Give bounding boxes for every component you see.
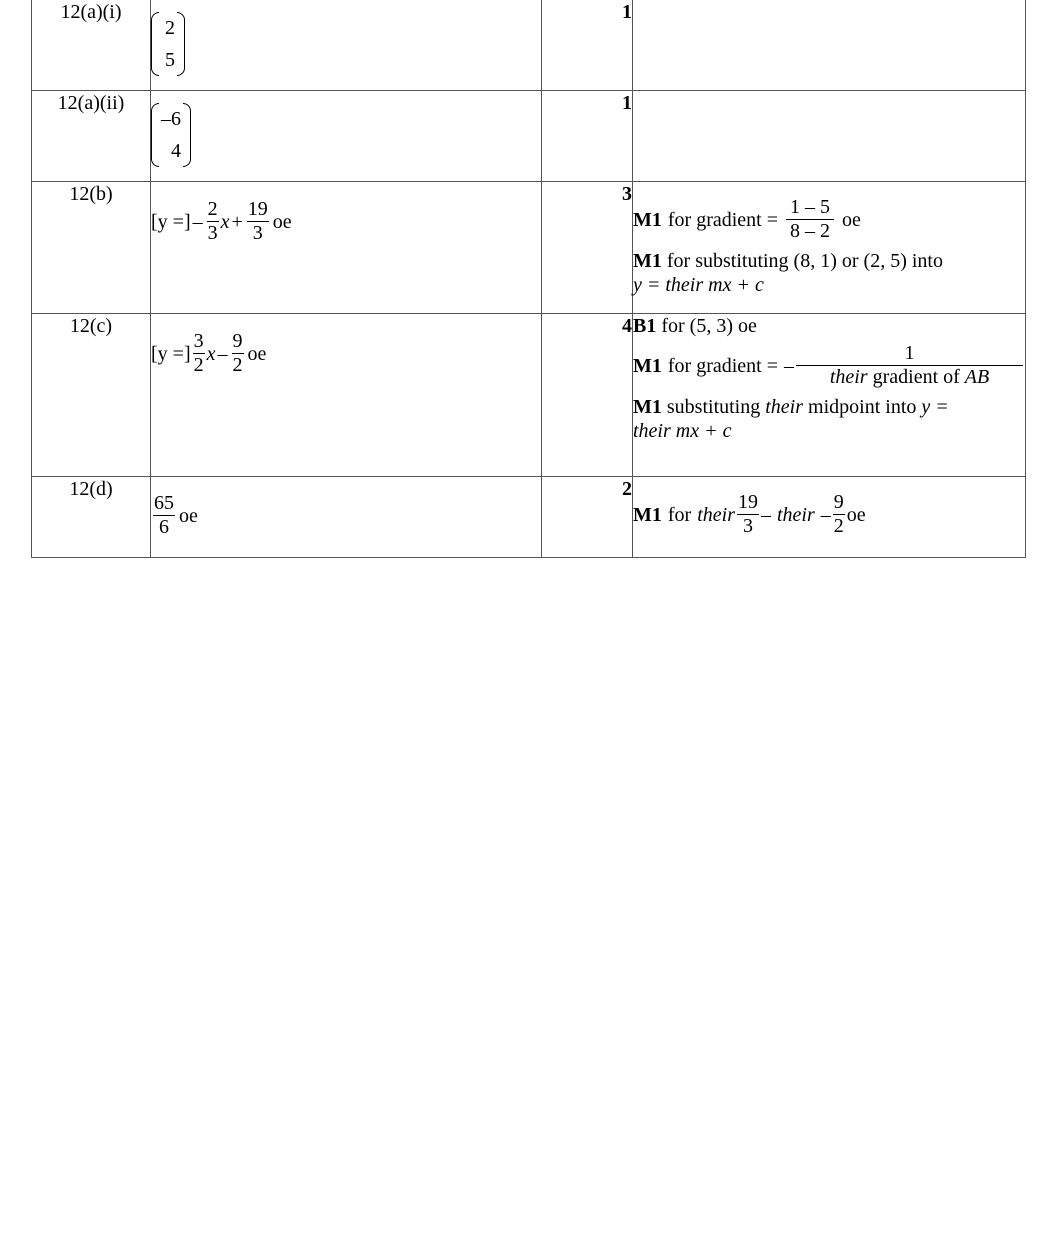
vector-bottom: 5	[165, 49, 175, 71]
mark-scheme-table	[31, 0, 1026, 558]
table-row	[32, 91, 1026, 182]
marks: 3	[542, 182, 633, 314]
table-row	[32, 182, 1026, 314]
fraction: $\frac{1}{\text{their gradient of AB}}$	[796, 342, 1023, 389]
question-number: 12(d)	[32, 477, 151, 558]
fraction: $\frac{1 - 5}{8 - 2}$	[786, 196, 834, 243]
column-vector	[151, 12, 185, 76]
guidance-cell	[633, 91, 1026, 182]
table-row	[32, 477, 1026, 558]
answer-cell	[151, 314, 542, 477]
guidance-cell	[633, 314, 1026, 477]
question-number: 12(a)(ii)	[32, 91, 151, 182]
marks: 1	[542, 0, 633, 91]
guidance-line: M1 substituting their midpoint into y =	[633, 396, 949, 418]
marks: 1	[542, 91, 633, 182]
guidance-line: y = their mx + c	[633, 274, 764, 296]
question-number: 12(b)	[32, 182, 151, 314]
answer-cell	[151, 182, 542, 314]
guidance-line: M1 for their $\frac{19}{3}$ – their – $\frac{9}{2}$ oe	[633, 491, 866, 537]
guidance-cell	[633, 477, 1026, 558]
question-number: 12(c)	[32, 314, 151, 477]
fraction: $\frac{19}{3}$	[738, 491, 758, 537]
question-number: 12(a)(i)	[32, 0, 151, 91]
table-row	[32, 314, 1026, 477]
fraction: $\frac{65}{6}$	[154, 492, 174, 538]
fraction: $\frac{9}{2}$	[833, 491, 844, 537]
vector-top: –6	[161, 108, 181, 130]
answer-expression: [y =] $\frac{3}{2}$ x – $\frac{9}{2}$ oe	[151, 330, 267, 376]
column-vector	[151, 103, 191, 167]
marks: 4	[542, 314, 633, 477]
answer-expression: $\frac{65}{6}$ oe	[154, 492, 198, 538]
answer-cell	[151, 477, 542, 558]
guidance-line: B1 for (5, 3) oe	[633, 315, 757, 337]
answer-cell	[151, 0, 542, 91]
answer-expression: [y =] – $\frac{2}{3}$ x + $\frac{19}{3}$ oe	[151, 198, 292, 244]
fraction: $\frac{2}{3}$	[207, 198, 218, 244]
fraction: $\frac{9}{2}$	[232, 330, 243, 376]
marks: 2	[542, 477, 633, 558]
answer-cell	[151, 91, 542, 182]
guidance-line: M1 for substituting (8, 1) or (2, 5) into	[633, 250, 943, 272]
fraction: $\frac{3}{2}$	[193, 330, 204, 376]
guidance-line: M1 for gradient = – $\frac{1}{\text{their gradient of AB}}$	[633, 342, 1025, 389]
vector-bottom: 4	[171, 140, 181, 162]
guidance-cell	[633, 0, 1026, 91]
vector-top: 2	[165, 17, 175, 39]
fraction: $\frac{19}{3}$	[247, 198, 268, 244]
guidance-cell	[633, 182, 1026, 314]
guidance-line: their mx + c	[633, 420, 732, 442]
table-row	[32, 0, 1026, 91]
guidance-line: M1 for gradient = $\frac{1 - 5}{8 - 2}$ oe	[633, 196, 861, 242]
